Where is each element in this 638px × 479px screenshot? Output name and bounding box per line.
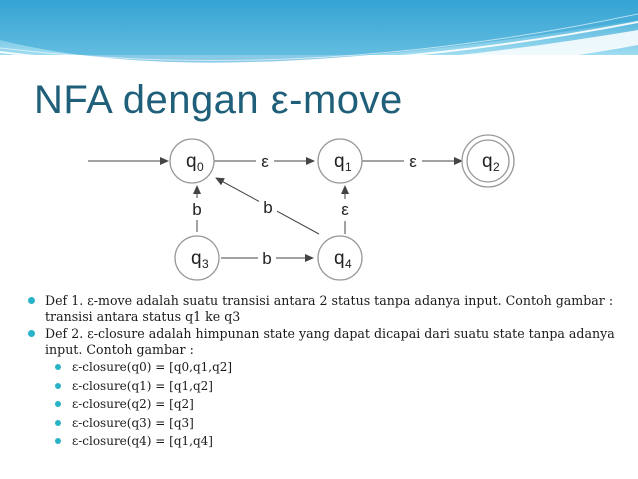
sub-bullet-text: ε-closure(q2) = [q2] <box>72 397 194 411</box>
label-q4-q0: b <box>263 198 273 217</box>
sub-bullet-closure-q0 <box>28 360 618 376</box>
label-q1-q2: ε <box>409 152 417 171</box>
bullet-dot-icon <box>28 330 35 337</box>
bullet-dot-icon <box>55 420 61 426</box>
bullet-dot-icon <box>55 401 61 407</box>
header-wave-decoration <box>0 0 638 80</box>
svg-text:q: q <box>191 248 202 269</box>
sub-bullet-closure-q4 <box>28 434 618 450</box>
svg-text:3: 3 <box>202 257 209 271</box>
slide-title: NFA dengan ε-move <box>34 78 403 122</box>
sub-bullet-closure-q1 <box>28 379 618 395</box>
bullet-list <box>28 293 618 450</box>
state-q3 <box>175 236 219 280</box>
bullet-dot-icon <box>55 383 61 389</box>
label-q4-q1: ε <box>341 200 349 219</box>
bullet-dot-icon <box>55 364 61 370</box>
state-q4 <box>318 236 362 280</box>
state-q1 <box>318 139 362 183</box>
bullet-text: Def 2. ε-closure adalah himpunan state yang dapat dicapai dari suatu state tanpa adanya input. Contoh gambar : <box>45 326 615 357</box>
label-q3-q0: b <box>192 200 202 219</box>
svg-text:q: q <box>334 151 345 172</box>
svg-text:q: q <box>186 151 197 172</box>
bullet-dot-icon <box>28 297 35 304</box>
bullet-dot-icon <box>55 438 61 444</box>
svg-text:2: 2 <box>493 160 500 174</box>
sub-bullet-text: ε-closure(q0) = [q0,q1,q2] <box>72 360 233 374</box>
svg-text:q: q <box>334 248 345 269</box>
sub-bullet-closure-q3 <box>28 416 618 432</box>
sub-bullet-closure-q2 <box>28 397 618 413</box>
nfa-diagram <box>88 126 525 289</box>
state-q2-accepting <box>462 135 514 187</box>
state-q0 <box>170 139 214 183</box>
label-q0-q1: ε <box>261 152 269 171</box>
bullet-def-1 <box>28 293 618 324</box>
svg-text:q: q <box>482 151 493 172</box>
sub-bullet-text: ε-closure(q3) = [q3] <box>72 415 194 430</box>
sub-bullet-text: ε-closure(q1) = [q1,q2] <box>72 378 213 393</box>
bullet-def-2 <box>28 326 618 357</box>
bullet-text: Def 1. ε-move adalah suatu transisi antara 2 status tanpa adanya input. Contoh gambar : transisi antara status q1 ke q3 <box>45 293 614 324</box>
svg-text:1: 1 <box>345 160 352 174</box>
svg-text:4: 4 <box>345 257 352 271</box>
svg-text:0: 0 <box>197 160 204 174</box>
label-q3-q4: b <box>262 249 272 268</box>
sub-bullet-text: ε-closure(q4) = [q1,q4] <box>72 434 213 448</box>
